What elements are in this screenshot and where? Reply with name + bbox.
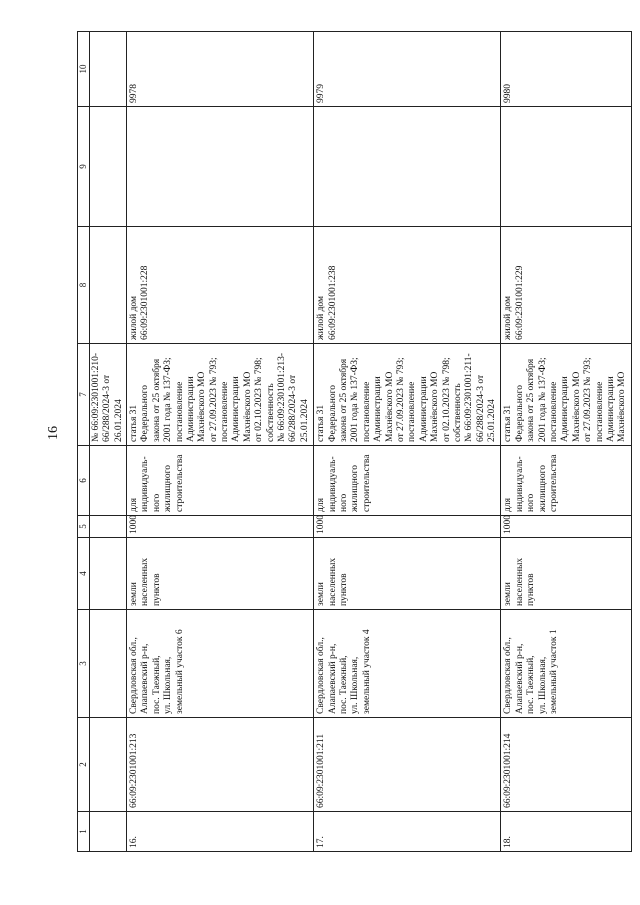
address-cell (126, 610, 313, 718)
text-line: 2001 года № 137-ФЗ; (350, 357, 361, 442)
text-line: закона от 25 октября (151, 358, 162, 442)
text-line: 66:09:2301001:228 (140, 265, 151, 340)
text-line: земли (503, 582, 514, 606)
text-line: населенных (327, 557, 338, 606)
table-cell (89, 227, 126, 344)
text-line: жилой дом (503, 295, 514, 340)
text-line: жилищного (163, 464, 174, 512)
table-row (501, 32, 631, 852)
text-line: жилищного (537, 464, 548, 512)
text-line: населенных (140, 557, 151, 606)
text-line: 66/288/2024-3 от 25.01.2024 (288, 374, 310, 442)
text-line: для (503, 498, 514, 512)
header-row (78, 32, 90, 852)
legal-basis-cell (126, 344, 313, 446)
land-category-cell (314, 538, 501, 610)
permitted-use-cell (501, 446, 631, 516)
text-line: Алапаевский р-н, (140, 643, 151, 714)
text-line: строительства (549, 454, 560, 512)
text-line: постановление (174, 381, 185, 442)
table-cell (89, 32, 126, 107)
table-cell (89, 446, 126, 516)
property-table (77, 31, 632, 852)
table-cell (89, 516, 126, 538)
text-line: Махнёвского МО (430, 371, 441, 442)
text-line: пунктов (339, 573, 349, 606)
text-line: 66/288/2024-3 от 25.01.2024 (475, 374, 498, 442)
text-line: Администрации (373, 376, 384, 442)
text-line: земельный участок 4 (361, 629, 372, 714)
text-line: статья 31 Федерального (316, 384, 338, 442)
text-line: пунктов (151, 573, 162, 606)
column-header: 7 (78, 344, 90, 446)
text-line: жилой дом (128, 295, 139, 340)
text-line: Администрации (605, 376, 616, 442)
land-category-cell (501, 538, 631, 610)
area-cell: 1000 (314, 516, 501, 538)
legal-basis-cell (314, 344, 501, 446)
text-line: 66:09:2301001:238 (327, 265, 338, 340)
text-line: Администрации (231, 376, 242, 442)
text-line: Алапаевский р-н, (327, 643, 338, 714)
permitted-use-cell (126, 446, 313, 516)
text-line: ного (339, 493, 349, 512)
text-line: земли (128, 582, 139, 606)
text-line: Махнёвского МО (617, 371, 628, 442)
text-line: Администрации (560, 376, 571, 442)
text-line: населенных (514, 557, 525, 606)
column-header: 1 (78, 812, 90, 852)
cadastral-number-cell: 66:09:2301001:213 (126, 718, 313, 812)
text-line: 2001 года № 137-ФЗ; (163, 357, 174, 442)
text-line: статья 31 Федерального (503, 384, 525, 442)
cadastral-number-cell: 66:09:2301001:214 (501, 718, 631, 812)
row-number-cell: 18. (501, 812, 631, 852)
empty-cell (314, 107, 501, 227)
address-cell (314, 610, 501, 718)
text-line: постановление (594, 381, 605, 442)
table-cell (89, 610, 126, 718)
text-line: строительства (361, 454, 372, 512)
building-object-cell (126, 227, 313, 344)
text-line: постановление (549, 381, 560, 442)
text-line: 2001 года № 137-ФЗ; (537, 357, 548, 442)
text-line: строительства (174, 454, 185, 512)
column-header: 3 (78, 610, 90, 718)
text-line: № 66:09:2301001:213- (277, 352, 288, 442)
text-line: Свердловская обл., (503, 637, 514, 714)
text-line: от 27.09.2023 № 793; (395, 357, 406, 442)
text-line: Махнёвского МО (197, 371, 208, 442)
text-line: от 27.09.2023 № 793; (208, 357, 219, 442)
column-header: 9 (78, 107, 90, 227)
text-line: жилой дом (316, 295, 327, 340)
row-number-cell: 16. (126, 812, 313, 852)
area-cell: 1000 (126, 516, 313, 538)
building-object-cell (314, 227, 501, 344)
text-line: 66:09:2301001:229 (514, 265, 525, 340)
text-line: пос. Таежный, (526, 655, 537, 714)
building-object-cell (501, 227, 631, 344)
text-line: пунктов (526, 573, 537, 606)
table-row (126, 32, 313, 852)
column-header: 2 (78, 718, 90, 812)
empty-cell (501, 107, 631, 227)
continuation-basis-cell (89, 344, 126, 446)
text-line: собственность (452, 383, 463, 442)
text-line: от 02.10.2023 № 798; (441, 357, 452, 442)
column-header: 10 (78, 32, 90, 107)
text-line: Алапаевский р-н, (514, 643, 525, 714)
table-cell (89, 538, 126, 610)
record-id-cell: 9979 (314, 32, 501, 107)
area-cell: 1000 (501, 516, 631, 538)
text-line: постановление (407, 381, 418, 442)
text-line: от 27.09.2023 № 793; (583, 357, 594, 442)
continuation-row (89, 32, 126, 852)
table-cell (89, 812, 126, 852)
rotated-table-container (77, 32, 628, 852)
text-line: земельный участок 1 (549, 629, 560, 714)
empty-cell (126, 107, 313, 227)
record-id-cell: 9978 (126, 32, 313, 107)
text-line: ул. Школьная, (163, 656, 174, 714)
text-line: Махнёвского МО (242, 371, 253, 442)
table-cell (89, 107, 126, 227)
column-header: 8 (78, 227, 90, 344)
text-line: от 02.10.2023 № 798; (254, 357, 265, 442)
text-line: для (316, 498, 327, 512)
address-cell (501, 610, 631, 718)
row-number-cell: 17. (314, 812, 501, 852)
text-line: жилищного (350, 464, 361, 512)
text-line: Свердловская обл., (128, 637, 139, 714)
text-line: ного (526, 493, 537, 512)
page-number: 16 (46, 426, 61, 440)
text-line: индивидуаль- (140, 456, 151, 512)
text-line: Свердловская обл., (316, 637, 327, 714)
table-row (314, 32, 501, 852)
text-line: индивидуаль- (514, 456, 525, 512)
legal-basis-cell (501, 344, 631, 446)
text-line: земли (316, 582, 327, 606)
text-line: земельный участок 6 (174, 629, 185, 714)
text-line: пос. Таежный, (151, 655, 162, 714)
text-line: № 66:09:2301001:211- (464, 353, 475, 442)
permitted-use-cell (314, 446, 501, 516)
text-line: ного (151, 493, 162, 512)
text-line: индивидуаль- (327, 456, 338, 512)
text-line: постановление (361, 381, 372, 442)
text-line: для (128, 498, 139, 512)
column-header: 6 (78, 446, 90, 516)
table-cell (89, 718, 126, 812)
text-line: Администрации (418, 376, 429, 442)
text-line: Махнёвского МО (571, 371, 582, 442)
cadastral-number-cell: 66:09:2301001:211 (314, 718, 501, 812)
column-header: 4 (78, 538, 90, 610)
text-line: собственность (265, 383, 276, 442)
record-id-cell: 9980 (501, 32, 631, 107)
text-line: 66/288/2024-3 от 26.01.2024 (102, 374, 124, 442)
text-line: ул. Школьная, (537, 656, 548, 714)
text-line: постановление (220, 381, 231, 442)
text-line: статья 31 Федерального (128, 384, 151, 442)
text-line: Махнёвского МО (384, 371, 395, 442)
text-line: закона от 25 октября (339, 358, 349, 442)
text-line: ул. Школьная, (350, 656, 361, 714)
text-line: Администрации (185, 376, 196, 442)
text-line: пос. Таежный, (339, 655, 349, 714)
land-category-cell (126, 538, 313, 610)
text-line: № 66:09:2301001:210- (90, 352, 101, 442)
text-line: закона от 25 октября (526, 358, 537, 442)
column-header: 5 (78, 516, 90, 538)
